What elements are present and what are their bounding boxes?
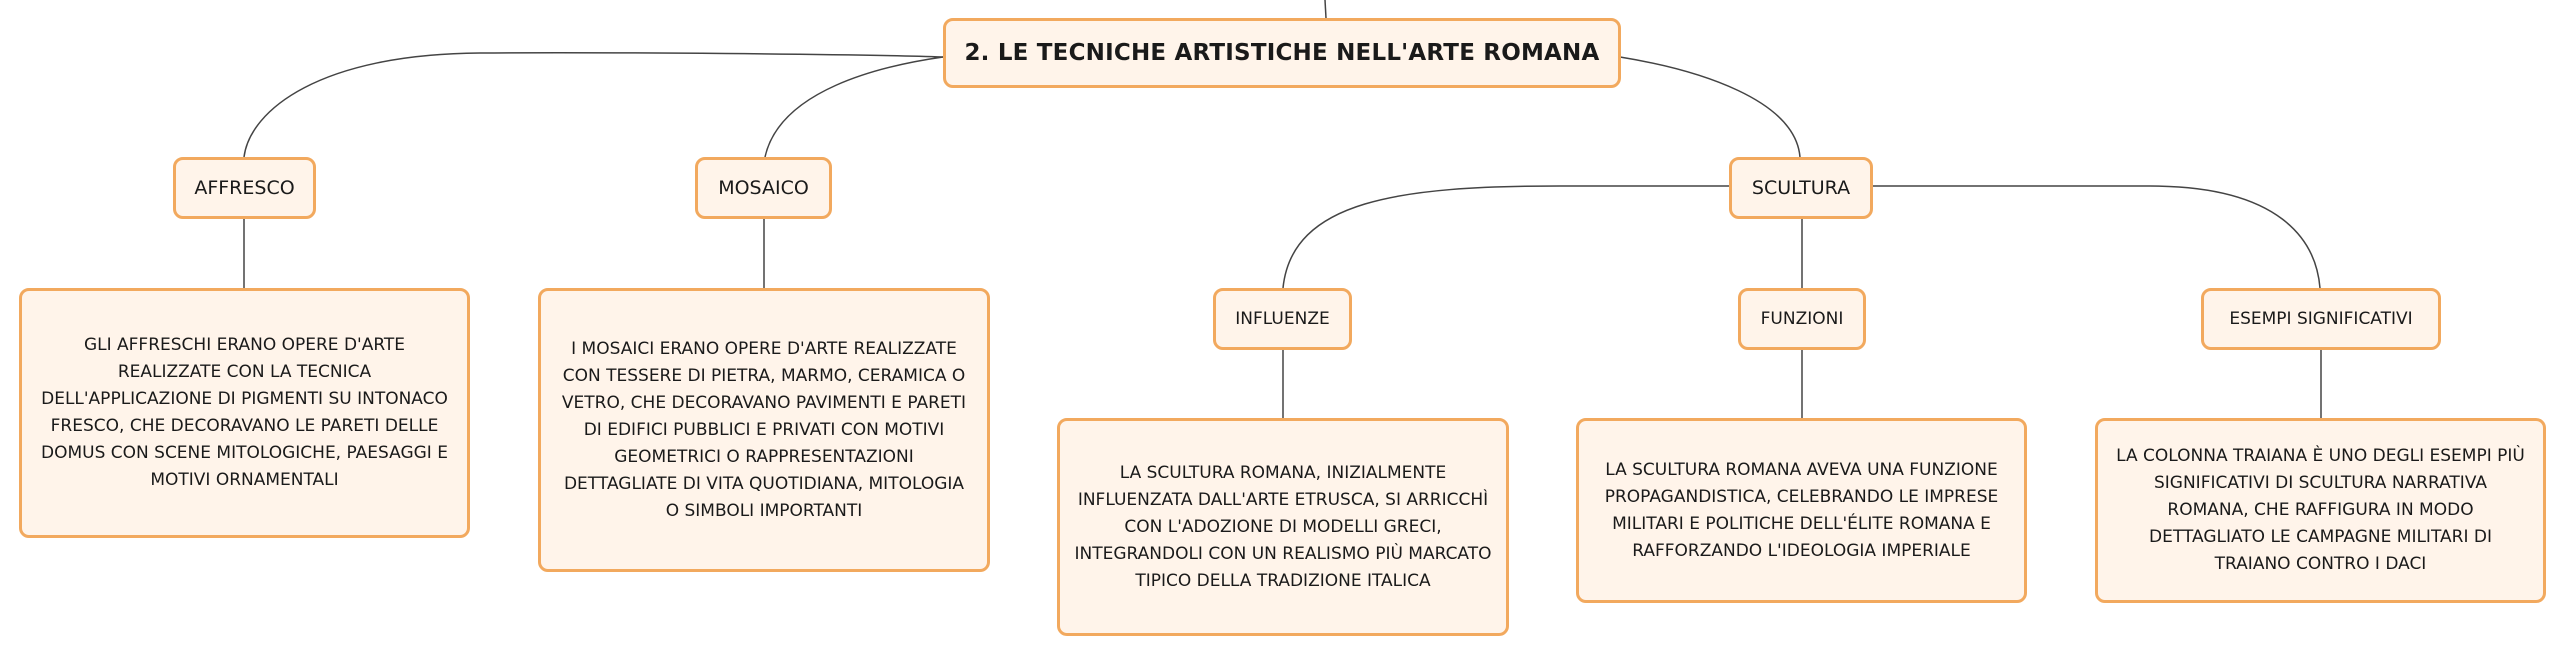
influenze-description-text: LA SCULTURA ROMANA, INIZIALMENTE INFLUENZATA DALL'ARTE ETRUSCA, SI ARRICCHÌ CON L'ADOZIONE DI MODELLI GRECI, INTEGRANDOLI CON UN REALISMO PIÙ MARCATO TIPICO DELLA TRADIZIONE ITALICA bbox=[1074, 462, 1492, 591]
funzioni-description-text: LA SCULTURA ROMANA AVEVA UNA FUNZIONE PROPAGANDISTICA, CELEBRANDO LE IMPRESE MILITARI E POLITICHE DELL'ÉLITE ROMANA E RAFFORZANDO L'IDEOLOGIA IMPERIALE bbox=[1604, 459, 1999, 561]
connector-root-parent bbox=[1325, 0, 1326, 18]
esempi-description[interactable] bbox=[2095, 418, 2546, 603]
topic-mosaico-label: MOSAICO bbox=[718, 177, 809, 199]
influenze-description[interactable] bbox=[1057, 418, 1509, 636]
mosaico-description-text: I MOSAICI ERANO OPERE D'ARTE REALIZZATE CON TESSERE DI PIETRA, MARMO, CERAMICA O VETRO, CHE DECORAVANO PAVIMENTI E PARETI DI EDIFICI PUBBLICI E PRIVATI CON MOTIVI GEOMETRICI O RAPPRESENTAZIONI DETTAGLIATE DI VITA QUOTIDIANA, MITOLOGIA O SIMBOLI IMPORTANTI bbox=[561, 338, 967, 521]
connector-root-scultura bbox=[1620, 57, 1800, 157]
topic-scultura[interactable] bbox=[1729, 157, 1873, 219]
topic-scultura-label: SCULTURA bbox=[1751, 177, 1851, 199]
affresco-description[interactable] bbox=[19, 288, 470, 538]
subtopic-funzioni-label: FUNZIONI bbox=[1760, 309, 1844, 329]
funzioni-description[interactable] bbox=[1576, 418, 2027, 603]
subtopic-influenze[interactable] bbox=[1213, 288, 1352, 350]
affresco-description-text: GLI AFFRESCHI ERANO OPERE D'ARTE REALIZZATE CON LA TECNICA DELL'APPLICAZIONE DI PIGMENTI SU INTONACO FRESCO, CHE DECORAVANO LE PARETI DELLE DOMUS CON SCENE MITOLOGICHE, PAESAGGI E MOTIVI ORNAMENTALI bbox=[41, 335, 448, 490]
subtopic-funzioni[interactable] bbox=[1738, 288, 1866, 350]
subtopic-esempi-label: ESEMPI SIGNIFICATIVI bbox=[2229, 309, 2413, 329]
connector-scultura-esempi bbox=[1872, 186, 2320, 288]
topic-affresco[interactable] bbox=[173, 157, 316, 219]
esempi-description-text: LA COLONNA TRAIANA È UNO DEGLI ESEMPI PIÙ SIGNIFICATIVI DI SCULTURA NARRATIVA ROMANA, CHE RAFFIGURA IN MODO DETTAGLIATO LE CAMPAGNE MILITARI DI TRAIANO CONTRO I DACI bbox=[2116, 446, 2525, 574]
topic-mosaico[interactable] bbox=[695, 157, 832, 219]
subtopic-influenze-label: INFLUENZE bbox=[1235, 309, 1330, 329]
topic-affresco-label: AFFRESCO bbox=[194, 177, 295, 199]
root-node[interactable] bbox=[943, 18, 1621, 88]
root-label: 2. LE TECNICHE ARTISTICHE NELL'ARTE ROMANA bbox=[964, 40, 1600, 66]
mosaico-description[interactable] bbox=[538, 288, 990, 572]
connector-scultura-influenze bbox=[1283, 186, 1730, 288]
subtopic-esempi[interactable] bbox=[2201, 288, 2441, 350]
connector-root-mosaico bbox=[765, 57, 943, 157]
connector-root-affresco bbox=[244, 53, 943, 157]
